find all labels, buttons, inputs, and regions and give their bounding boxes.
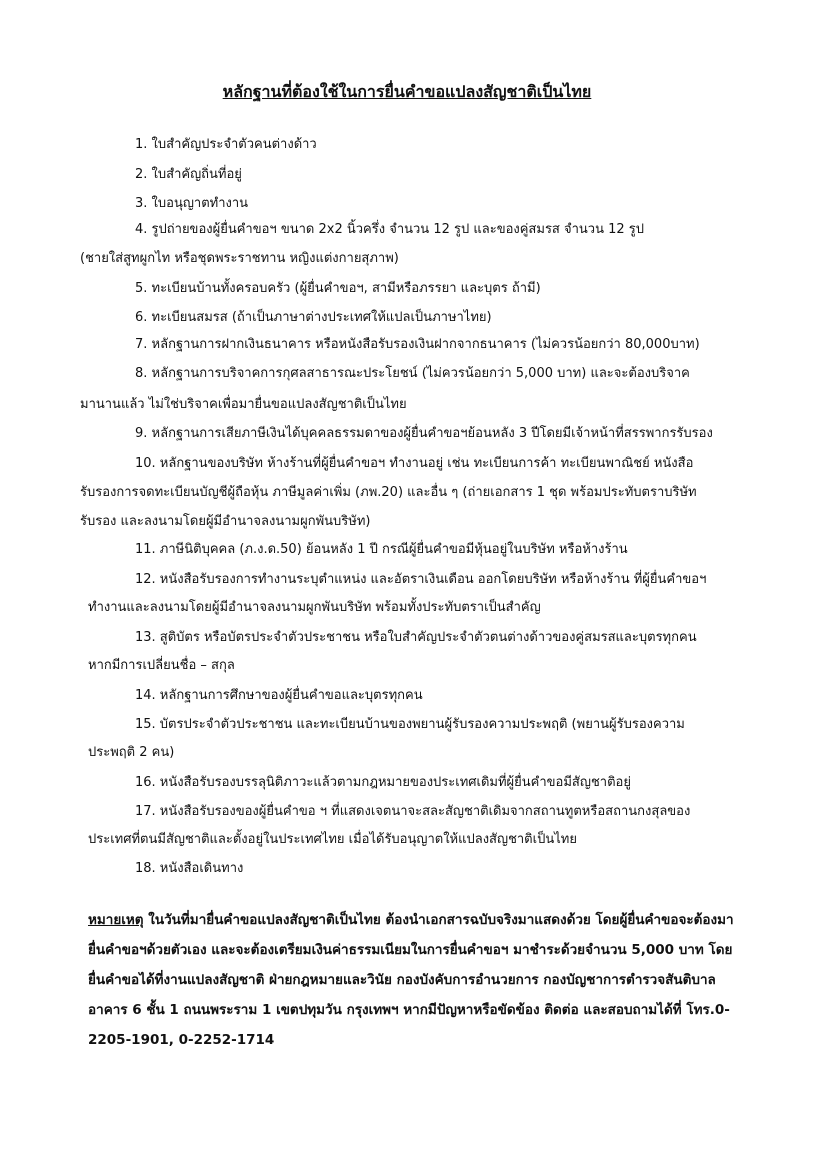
list-item: 9. หลักฐานการเสียภาษีเงินได้บุคคลธรรมดาของผู้ยื่นคำขอฯย้อนหลัง 3 ปีโดยมีเจ้าหน้าที่สรรพากรรับรอง bbox=[135, 426, 713, 441]
list-item-continuation: รับรอง และลงนามโดยผู้มีอำนาจลงนามผูกพันบริษัท) bbox=[80, 514, 371, 529]
remark-paragraph bbox=[88, 905, 738, 1055]
list-item: 14. หลักฐานการศึกษาของผู้ยื่นคำขอและบุตรทุกคน bbox=[135, 688, 423, 703]
list-item-continuation: หากมีการเปลี่ยนชื่อ – สกุล bbox=[88, 658, 235, 673]
list-item: 2. ใบสำคัญถิ่นที่อยู่ bbox=[135, 167, 242, 182]
list-item: 11. ภาษีนิติบุคคล (ภ.ง.ด.50) ย้อนหลัง 1 ปี กรณีผู้ยื่นคำขอมีหุ้นอยู่ในบริษัท หรือห้างร้าน bbox=[135, 542, 628, 557]
list-item-continuation: ประเทศที่ตนมีสัญชาติและตั้งอยู่ในประเทศไทย เมื่อได้รับอนุญาตให้แปลงสัญชาติเป็นไทย bbox=[88, 832, 577, 847]
list-item: 6. ทะเบียนสมรส (ถ้าเป็นภาษาต่างประเทศให้แปลเป็นภาษาไทย) bbox=[135, 310, 492, 325]
list-item-continuation: ประพฤติ 2 คน) bbox=[88, 745, 175, 760]
list-item: 5. ทะเบียนบ้านทั้งครอบครัว (ผู้ยื่นคำขอฯ, สามีหรือภรรยา และบุตร ถ้ามี) bbox=[135, 281, 541, 296]
list-item: 18. หนังสือเดินทาง bbox=[135, 861, 244, 876]
list-item-continuation: ทำงานและลงนามโดยผู้มีอำนาจลงนามผูกพันบริษัท พร้อมทั้งประทับตราเป็นสำคัญ bbox=[88, 600, 541, 615]
list-item: 4. รูปถ่ายของผู้ยื่นคำขอฯ ขนาด 2x2 นิ้วครึ่ง จำนวน 12 รูป และของคู่สมรส จำนวน 12 รูป bbox=[135, 222, 645, 237]
list-item-continuation: รับรองการจดทะเบียนบัญชีผู้ถือหุ้น ภาษีมูลค่าเพิ่ม (ภพ.20) และอื่น ๆ (ถ่ายเอกสาร 1 ชุด พร้อมประทับตราบริษัท bbox=[80, 485, 697, 500]
list-item: 12. หนังสือรับรองการทำงานระบุตำแหน่ง และอัตราเงินเดือน ออกโดยบริษัท หรือห้างร้าน ที่ผู้ยื่นคำขอฯ bbox=[135, 572, 707, 587]
list-item: 3. ใบอนุญาตทำงาน bbox=[135, 196, 249, 211]
list-item: 16. หนังสือรับรองบรรลุนิติภาวะแล้วตามกฎหมายของประเทศเดิมที่ผู้ยื่นคำขอมีสัญชาติอยู่ bbox=[135, 775, 631, 790]
remark-text: ในวันที่มายื่นคำขอแปลงสัญชาติเป็นไทย ต้องนำเอกสารฉบับจริงมาแสดงด้วย โดยผู้ยื่นคำขอจะต้องมายื่นคำขอฯด้วยตัวเอง และจะต้องเตรียมเงินค่าธรรมเนียมในการยื่นคำขอฯ มาชำระด้วยจำนวน 5,000 บาท โดยยื่นคำขอได้ที่งานแปลงสัญชาติ ฝ่ายกฎหมายและวินัย กองบังคับการอำนวยการ กองบัญชาการตำรวจสันติบาล อาคาร 6 ชั้น 1 ถนนพระราม 1 เขตปทุมวัน กรุงเทพฯ หากมีปัญหาหรือขัดข้อง ติดต่อ และสอบถามได้ที่ โทร.0-2205-1901, 0-2252-1714 bbox=[88, 912, 734, 1048]
remark-label: หมายเหตุ bbox=[88, 912, 144, 928]
list-item: 7. หลักฐานการฝากเงินธนาคาร หรือหนังสือรับรองเงินฝากจากธนาคาร (ไม่ควรน้อยกว่า 80,000บาท) bbox=[135, 337, 700, 352]
list-item-continuation: (ชายใส่สูทผูกไท หรือชุดพระราชทาน หญิงแต่งกายสุภาพ) bbox=[80, 251, 399, 266]
list-item: 13. สูติบัตร หรือบัตรประจำตัวประชาชน หรือใบสำคัญประจำตัวตนต่างด้าวของคู่สมรสและบุตรทุกคน bbox=[135, 630, 697, 645]
list-item: 1. ใบสำคัญประจำตัวคนต่างด้าว bbox=[135, 137, 317, 152]
list-item: 17. หนังสือรับรองของผู้ยื่นคำขอ ฯ ที่แสดงเจตนาจะสละสัญชาติเดิมจากสถานทูตหรือสถานกงสุลของ bbox=[135, 804, 691, 819]
list-item: 15. บัตรประจำตัวประชาชน และทะเบียนบ้านของพยานผู้รับรองความประพฤติ (พยานผู้รับรองความ bbox=[135, 717, 685, 732]
document-title: หลักฐานที่ต้องใช้ในการยื่นคำขอแปลงสัญชาติเป็นไทย bbox=[222, 82, 592, 101]
list-item: 8. หลักฐานการบริจาคการกุศลสาธารณะประโยชน์ (ไม่ควรน้อยกว่า 5,000 บาท) และจะต้องบริจาค bbox=[135, 366, 690, 381]
list-item-continuation: มานานแล้ว ไม่ใช่บริจาคเพื่อมายื่นขอแปลงสัญชาติเป็นไทย bbox=[80, 397, 407, 412]
list-item: 10. หลักฐานของบริษัท ห้างร้านที่ผู้ยื่นคำขอฯ ทำงานอยู่ เช่น ทะเบียนการค้า ทะเบียนพาณิชย์ หนังสือ bbox=[135, 456, 694, 471]
